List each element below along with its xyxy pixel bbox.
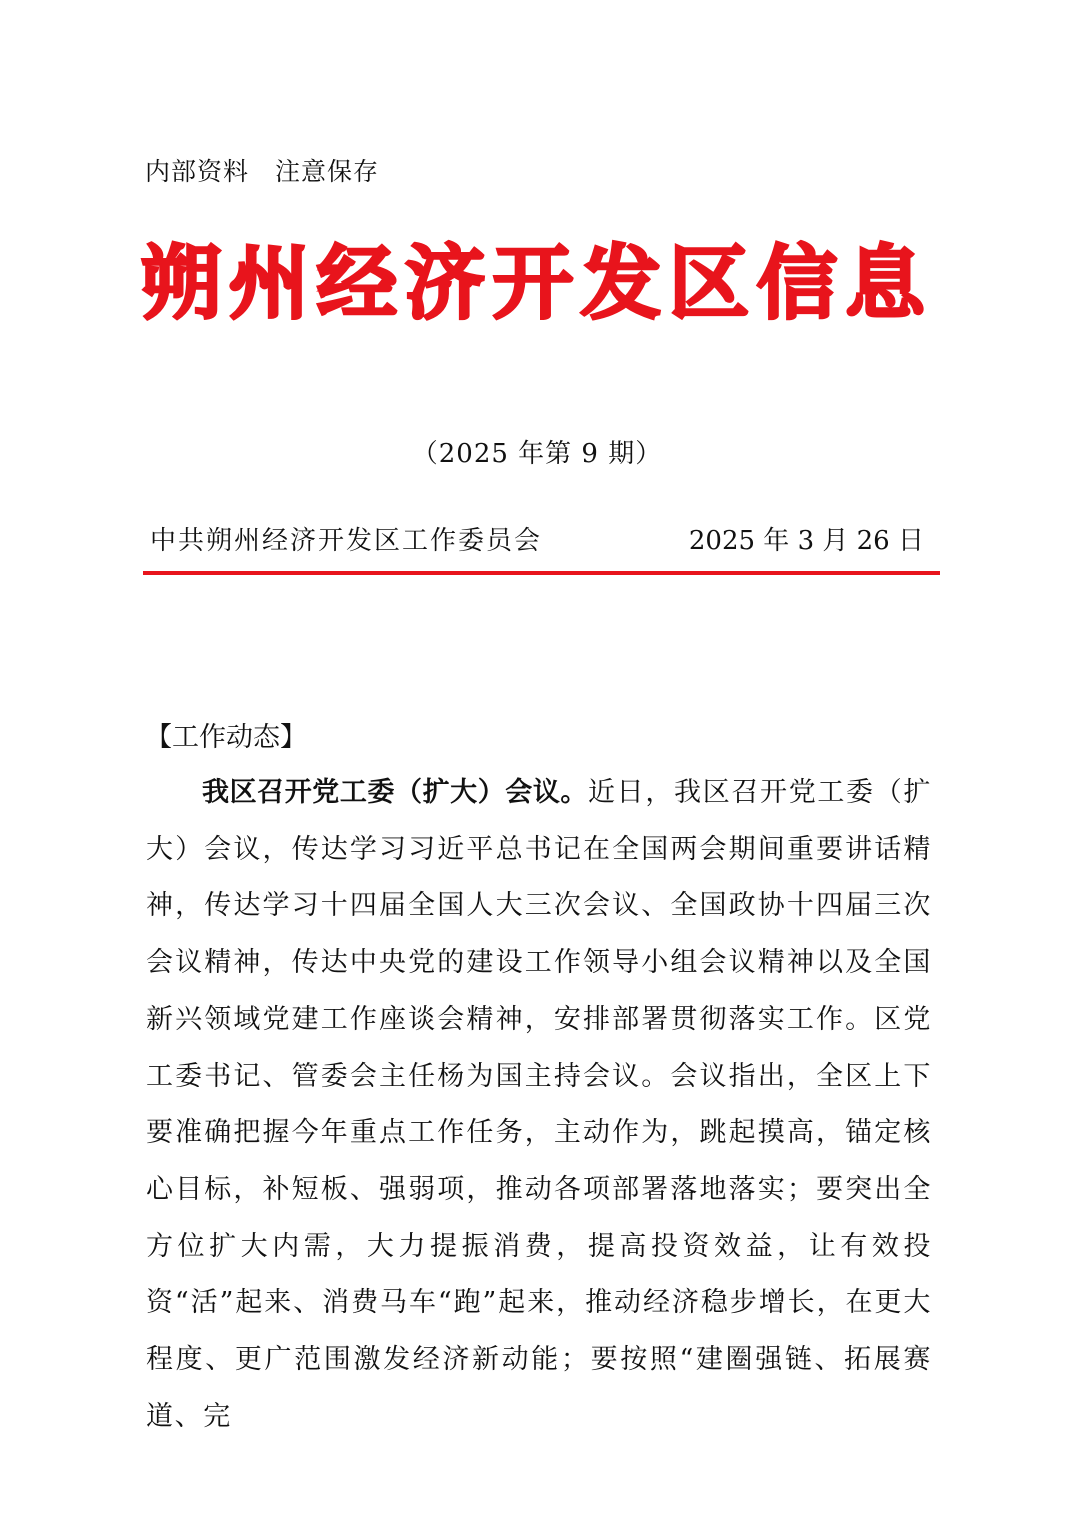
- section-heading: 【工作动态】: [145, 722, 307, 753]
- article-body: 近日，我区召开党工委（扩大）会议，传达学习习近平总书记在全国两会期间重要讲话精神，传达学习十四届全国人大三次会议、全国政协十四届三次会议精神，传达中央党的建设工作领导小组会议精神以及全国新兴领域党建工作座谈会精神，安排部署贯彻落实工作。区党工委书记、管委会主任杨为国主持会议。会议指出，全区上下要准确把握今年重点工作任务，主动作为，跳起摸高，锚定核心目标，补短板、强弱项，推动各项部署落地落实；要突出全方位扩大内需，大力提振消费，提高投资效益，让有效投资“活”起来、消费马车“跑”起来，推动经济稳步增长，在更大程度、更广范围激发经济新动能；要按照“建圈强链、拓展赛道、完: [146, 777, 933, 1432]
- publisher-organization: 中共朔州经济开发区工作委员会: [150, 526, 543, 556]
- red-divider: [143, 571, 940, 575]
- article-paragraph: [146, 765, 933, 1432]
- issue-number: （2025 年第 9 期）: [411, 439, 663, 469]
- article-lead: 我区召开党工委（扩大）会议。: [202, 777, 589, 808]
- publisher-line: [150, 520, 924, 557]
- publication-date: 2025 年 3 月 26 日: [688, 526, 924, 556]
- masthead-title: 朔州经济开发区信息: [141, 237, 933, 330]
- confidentiality-notice: 内部资料 注意保存: [145, 157, 380, 186]
